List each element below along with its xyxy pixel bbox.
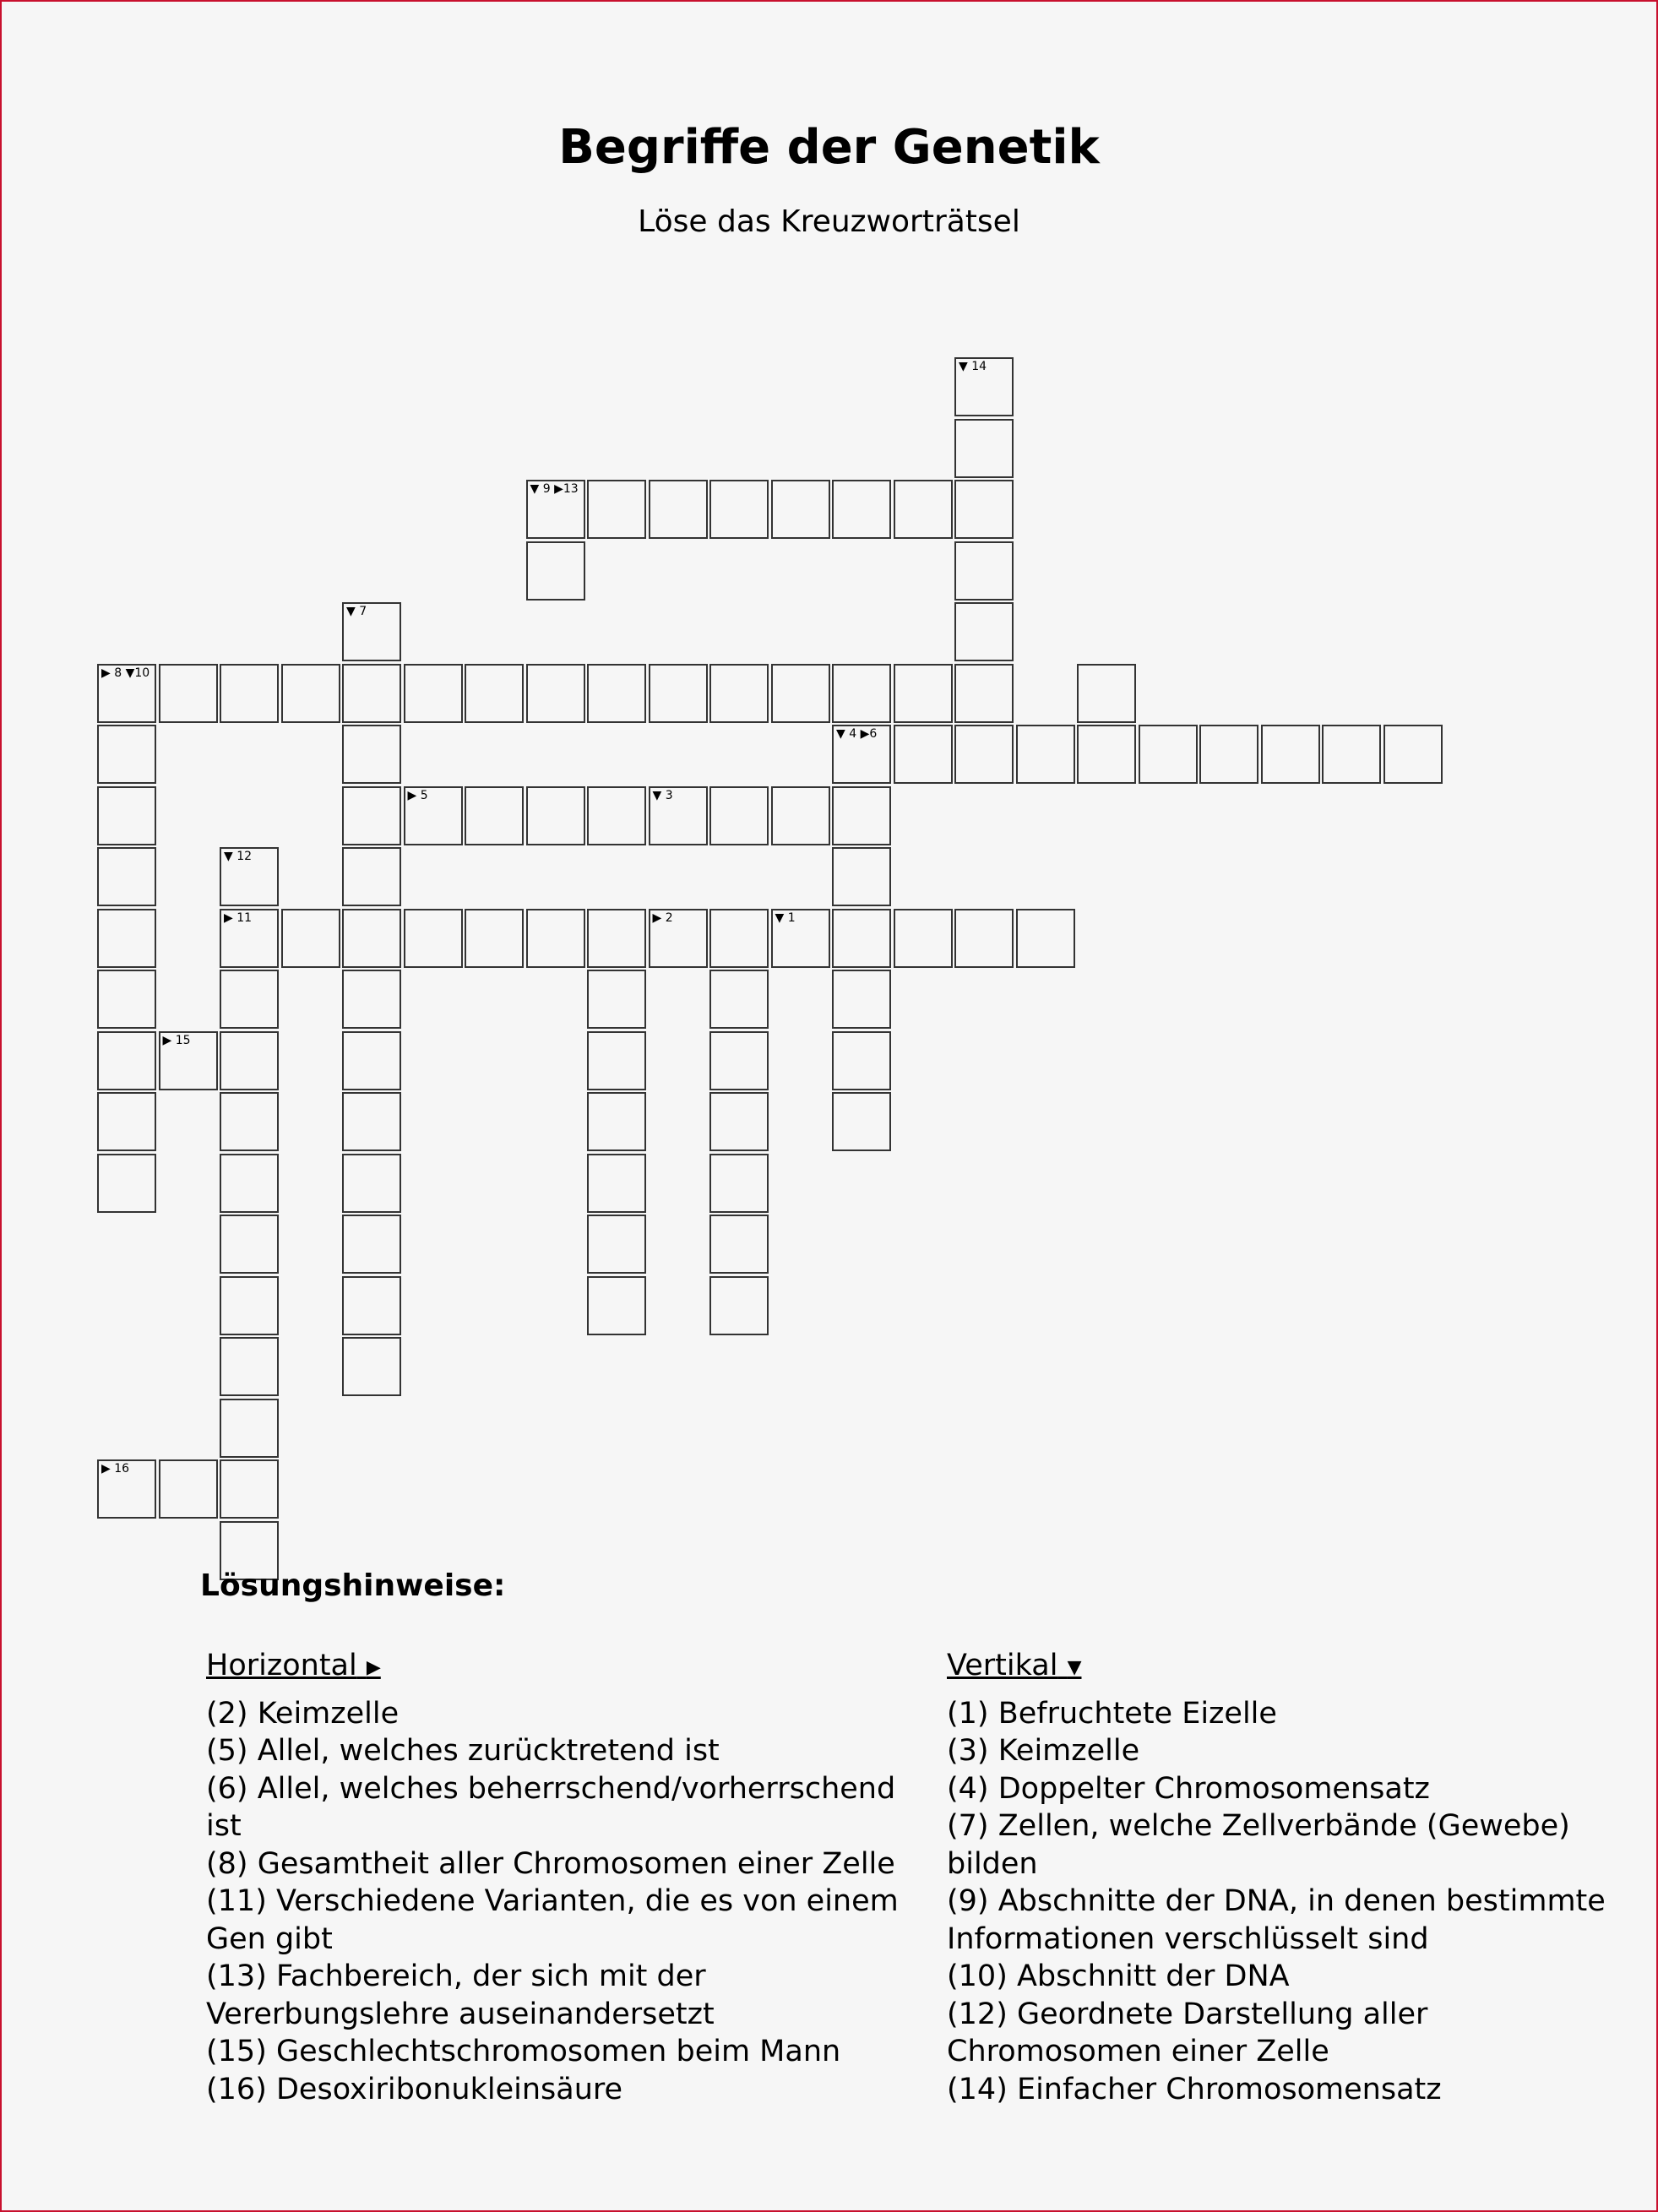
crossword-cell[interactable] <box>894 909 953 968</box>
crossword-cell[interactable] <box>649 786 708 845</box>
crossword-cell[interactable] <box>587 786 646 845</box>
crossword-cell[interactable] <box>771 480 830 539</box>
crossword-cell[interactable] <box>159 1459 218 1519</box>
page-subtitle: Löse das Kreuzworträtsel <box>638 204 1020 239</box>
clue-down-1: (1) Befruchtete Eizelle <box>947 1696 1277 1731</box>
crossword-cell[interactable] <box>649 480 708 539</box>
crossword-cell[interactable] <box>342 786 401 845</box>
clue-number-label: ▶ 16 <box>101 1462 130 1476</box>
clue-across-16: (16) Desoxiribonukleinsäure <box>206 2072 623 2106</box>
clue-number-label: ▼ 1 <box>775 910 796 925</box>
crossword-cell[interactable] <box>342 909 401 968</box>
crossword-cell[interactable] <box>832 664 891 723</box>
crossword-cell[interactable] <box>404 664 463 723</box>
crossword-cell[interactable] <box>1016 909 1075 968</box>
crossword-cell[interactable] <box>1016 725 1075 784</box>
crossword-cell[interactable] <box>587 664 646 723</box>
clue-down-14: (14) Einfacher Chromosomensatz <box>947 2072 1442 2106</box>
clue-number-label: ▼ 9 ▶13 <box>530 482 579 496</box>
crossword-cell[interactable] <box>954 664 1014 723</box>
crossword-cell[interactable] <box>954 725 1014 784</box>
vertical-label: Vertikal <box>947 1649 1058 1682</box>
crossword-cell[interactable] <box>587 909 646 968</box>
crossword-cell[interactable] <box>526 480 585 539</box>
clue-down-4: (4) Doppelter Chromosomensatz <box>947 1771 1430 1806</box>
crossword-cell[interactable] <box>954 419 1014 478</box>
crossword-cell[interactable] <box>465 909 524 968</box>
crossword-cell[interactable] <box>771 664 830 723</box>
crossword-cell[interactable] <box>649 664 708 723</box>
crossword-cell[interactable] <box>954 480 1014 539</box>
clue-down-7: (7) Zellen, welche Zellverbände (Gewebe) bilden <box>947 1809 1570 1881</box>
crossword-cell[interactable] <box>587 1031 646 1090</box>
crossword-cell[interactable] <box>1139 725 1198 784</box>
crossword-cell[interactable] <box>220 909 279 968</box>
crossword-cell[interactable] <box>342 725 401 784</box>
crossword-cell[interactable] <box>404 909 463 968</box>
crossword-cell[interactable] <box>97 970 156 1029</box>
crossword-cell[interactable] <box>220 1154 279 1213</box>
crossword-cell[interactable] <box>709 1031 769 1090</box>
crossword-cell[interactable] <box>97 725 156 784</box>
clue-number-label: ▼ 12 <box>224 850 253 863</box>
crossword-cell[interactable] <box>709 909 769 968</box>
crossword-cell[interactable] <box>954 357 1014 416</box>
crossword-cell[interactable] <box>832 786 891 845</box>
crossword-cell[interactable] <box>832 725 891 784</box>
clue-number-label: ▶ 15 <box>162 1033 191 1047</box>
clue-across-15: (15) Geschlechtschromosomen beim Mann <box>206 2035 841 2068</box>
clue-across-8: (8) Gesamtheit aller Chromosomen einer Zelle <box>206 1846 895 1881</box>
clue-down-12: (12) Geordnete Darstellung aller Chromosomen einer Zelle <box>947 1997 1428 2068</box>
crossword-cell[interactable] <box>220 1337 279 1396</box>
crossword-cell[interactable] <box>709 1276 769 1335</box>
crossword-cell[interactable] <box>220 970 279 1029</box>
clue-down-10: (10) Abschnitt der DNA <box>947 1959 1290 1993</box>
clue-number-label: ▼ 14 <box>959 360 987 373</box>
crossword-cell[interactable] <box>220 1215 279 1274</box>
crossword-cell[interactable] <box>587 1092 646 1151</box>
crossword-grid <box>2 2 1656 1476</box>
crossword-cell[interactable] <box>281 909 340 968</box>
crossword-cell[interactable] <box>587 1276 646 1335</box>
crossword-cell[interactable] <box>709 480 769 539</box>
clue-across-11: (11) Verschiedene Varianten, die es von einem Gen gibt <box>206 1884 899 1956</box>
crossword-cell[interactable] <box>342 1337 401 1396</box>
clue-down-3: (3) Keimzelle <box>947 1734 1140 1768</box>
crossword-cell[interactable] <box>342 1154 401 1213</box>
crossword-cell[interactable] <box>832 970 891 1029</box>
crossword-cell[interactable] <box>771 909 830 968</box>
vertical-clues <box>947 1647 1623 2108</box>
crossword-cell[interactable] <box>954 909 1014 968</box>
crossword-cell[interactable] <box>220 1276 279 1335</box>
crossword-cell[interactable] <box>709 970 769 1029</box>
crossword-cell[interactable] <box>526 909 585 968</box>
crossword-cell[interactable] <box>649 909 708 968</box>
clue-number-label: ▼ 4 ▶6 <box>836 727 878 741</box>
crossword-cell[interactable] <box>832 1092 891 1151</box>
crossword-cell[interactable] <box>465 786 524 845</box>
crossword-cell[interactable] <box>342 664 401 723</box>
crossword-cell[interactable] <box>159 1031 218 1090</box>
clue-across-13: (13) Fachbereich, der sich mit der Vererbungslehre auseinandersetzt <box>206 1959 715 2031</box>
crossword-cell[interactable] <box>587 1154 646 1213</box>
crossword-cell[interactable] <box>709 1092 769 1151</box>
crossword-cell[interactable] <box>97 1459 156 1519</box>
horizontal-heading <box>206 1647 924 1688</box>
crossword-cell[interactable] <box>342 1092 401 1151</box>
crossword-cell[interactable] <box>709 786 769 845</box>
crossword-cell[interactable] <box>587 480 646 539</box>
crossword-cell[interactable] <box>526 541 585 601</box>
crossword-cell[interactable] <box>526 664 585 723</box>
crossword-cell[interactable] <box>894 725 953 784</box>
crossword-cell[interactable] <box>894 480 953 539</box>
crossword-cell[interactable] <box>159 664 218 723</box>
crossword-cell[interactable] <box>587 1215 646 1274</box>
crossword-cell[interactable] <box>97 664 156 723</box>
crossword-cell[interactable] <box>1261 725 1320 784</box>
crossword-cell[interactable] <box>220 1092 279 1151</box>
horizontal-clues <box>206 1647 924 2108</box>
crossword-cell[interactable] <box>342 847 401 906</box>
crossword-cell[interactable] <box>954 541 1014 601</box>
clue-number-label: ▶ 5 <box>407 788 428 802</box>
crossword-cell[interactable] <box>220 1399 279 1458</box>
clue-number-label: ▶ 2 <box>652 910 673 925</box>
crossword-cell[interactable] <box>342 602 401 661</box>
clue-number-label: ▼ 7 <box>346 605 367 618</box>
crossword-cell[interactable] <box>281 664 340 723</box>
crossword-cell[interactable] <box>1077 664 1136 723</box>
crossword-cell[interactable] <box>97 1031 156 1090</box>
clue-number-label: ▶ 8 ▼10 <box>101 666 150 680</box>
crossword-cell[interactable] <box>587 970 646 1029</box>
clue-number-label: ▶ 11 <box>224 910 253 925</box>
crossword-cell[interactable] <box>832 909 891 968</box>
crossword-cell[interactable] <box>97 909 156 968</box>
crossword-cell[interactable] <box>832 480 891 539</box>
clue-number-label: ▼ 3 <box>652 788 673 802</box>
crossword-cell[interactable] <box>894 664 953 723</box>
crossword-cell[interactable] <box>1322 725 1381 784</box>
crossword-cell[interactable] <box>342 1276 401 1335</box>
hints-heading: Lösungshinweise: <box>200 1568 506 1603</box>
crossword-cell[interactable] <box>771 786 830 845</box>
crossword-cell[interactable] <box>709 664 769 723</box>
crossword-cell[interactable] <box>1383 725 1443 784</box>
crossword-cell[interactable] <box>954 602 1014 661</box>
crossword-cell[interactable] <box>709 1154 769 1213</box>
down-arrow-icon: ▼ <box>1067 1657 1082 1678</box>
crossword-cell[interactable] <box>342 1031 401 1090</box>
crossword-cell[interactable] <box>342 970 401 1029</box>
crossword-cell[interactable] <box>220 1031 279 1090</box>
crossword-cell[interactable] <box>220 1459 279 1519</box>
crossword-cell[interactable] <box>526 786 585 845</box>
crossword-cell[interactable] <box>97 1154 156 1213</box>
crossword-cell[interactable] <box>465 664 524 723</box>
crossword-cell[interactable] <box>1199 725 1258 784</box>
horizontal-label: Horizontal <box>206 1649 357 1682</box>
crossword-cell[interactable] <box>97 786 156 845</box>
crossword-cell[interactable] <box>709 1215 769 1274</box>
clue-across-5: (5) Allel, welches zurücktretend ist <box>206 1734 720 1768</box>
crossword-cell[interactable] <box>832 847 891 906</box>
crossword-cell[interactable] <box>832 1031 891 1090</box>
crossword-cell[interactable] <box>220 847 279 906</box>
clue-across-2: (2) Keimzelle <box>206 1696 400 1731</box>
crossword-cell[interactable] <box>97 1092 156 1151</box>
clue-across-6: (6) Allel, welches beherrschend/vorherrschend ist <box>206 1771 896 1843</box>
crossword-cell[interactable] <box>97 847 156 906</box>
vertical-heading <box>947 1647 1623 1688</box>
crossword-cell[interactable] <box>1077 725 1136 784</box>
crossword-cell[interactable] <box>342 1215 401 1274</box>
right-arrow-icon: ▶ <box>366 1657 381 1678</box>
clue-down-9: (9) Abschnitte der DNA, in denen bestimmte Informationen verschlüsselt sind <box>947 1884 1606 1956</box>
crossword-cell[interactable] <box>404 786 463 845</box>
crossword-cell[interactable] <box>220 664 279 723</box>
page-title: Begriffe der Genetik <box>558 120 1100 175</box>
